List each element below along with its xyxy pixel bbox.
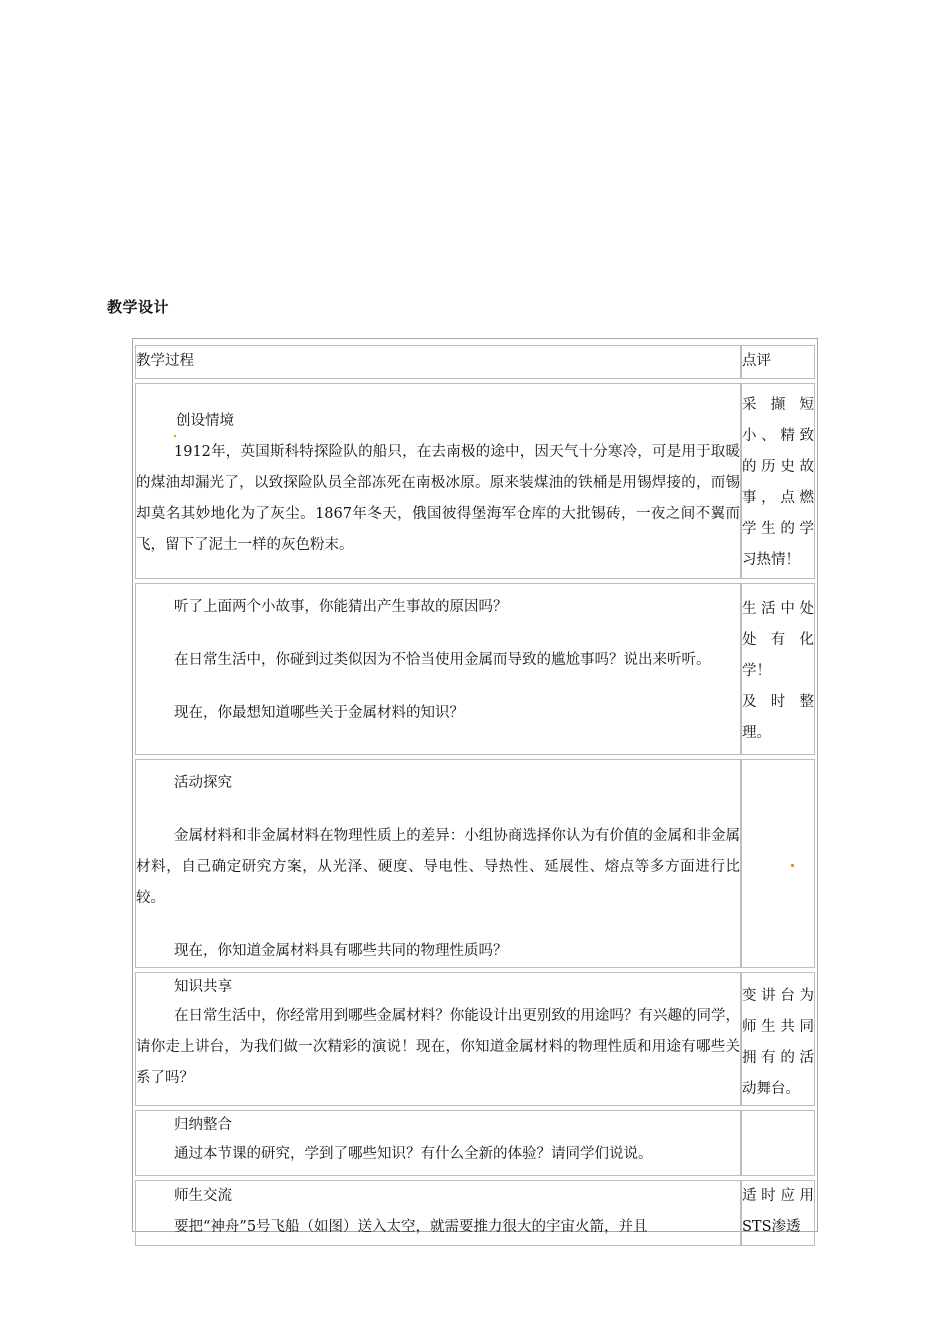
- header-comment: [741, 345, 815, 379]
- table-header-row: [135, 345, 815, 379]
- row-6-process: [135, 1180, 741, 1246]
- row-3-heading: 活动探究: [174, 775, 232, 791]
- row-4-heading: 知识共享: [174, 979, 232, 995]
- row-4-comment-text: 变讲台为师生共同拥有的活动舞台。: [742, 988, 814, 1097]
- row-5-process: [135, 1110, 741, 1176]
- row-4-paragraph-1: 在日常生活中，你经常用到哪些金属材料？你能设计出更别致的用途吗？有兴趣的同学，请你走上讲台，为我们做一次精彩的演说！现在，你知道金属材料的物理性质和用途有哪些关系了吗？: [136, 1008, 740, 1086]
- row-6-comment-text: 适时应用STS渗透: [742, 1188, 814, 1235]
- row-2-paragraph-3: 现在，你最想知道哪些关于金属材料的知识？: [174, 705, 464, 721]
- header-comment-label: 点评: [742, 353, 771, 369]
- row-2-comment-text-2: 及时整理。: [742, 694, 814, 741]
- row-6-heading: 师生交流: [174, 1188, 232, 1204]
- row-3-paragraph-1: 金属材料和非金属材料在物理性质上的差异：小组协商选择你认为有价值的金属和非金属材料，自己确定研究方案，从光泽、硬度、导电性、导热性、延展性、熔点等多方面进行比较。: [136, 828, 740, 906]
- row-5-comment: [741, 1110, 815, 1176]
- row-2-comment-text: 生活中处处有化学！: [742, 601, 814, 679]
- table-row: [135, 383, 815, 579]
- row-2-paragraph-2: 在日常生活中，你碰到过类似因为不恰当使用金属而导致的尴尬事吗？说出来听听。: [174, 652, 711, 668]
- row-1-process: [135, 383, 741, 579]
- lesson-table: [135, 341, 815, 1250]
- table-row: [135, 972, 815, 1106]
- row-2-paragraph-1: 听了上面两个小故事，你能猜出产生事故的原因吗？: [174, 599, 508, 615]
- row-1-comment-text: 采撷短小、精致的历史故事，点燃学生的学习热情！: [742, 397, 814, 568]
- row-2-process: [135, 583, 741, 755]
- row-1-paragraph-1: 1912年，英国斯科特探险队的船只，在去南极的途中，因天气十分寒冷，可是用于取暖的煤油却漏光了，以致探险队员全部冻死在南极冰原。原来装煤油的铁桶是用锡焊接的，而锡却莫名其妙地化为了灰尘。1867年冬天，俄国彼得堡海军仓库的大批锡砖，一夜之间不翼而飞，留下了泥土一样的灰色粉末。: [136, 444, 740, 553]
- header-process-label: 教学过程: [136, 353, 194, 369]
- table-row: [135, 759, 815, 968]
- table-row: [135, 583, 815, 755]
- row-4-comment: [741, 972, 815, 1106]
- row-3-comment: [741, 759, 815, 968]
- revision-mark: [791, 864, 794, 867]
- row-1-heading-text: 创设情境: [176, 413, 234, 429]
- row-3-process: [135, 759, 741, 968]
- document-title: 教学设计: [107, 298, 170, 316]
- row-5-paragraph-1: 通过本节课的研究，学到了哪些知识？有什么全新的体验？请同学们说说。: [174, 1146, 653, 1162]
- table-row: [135, 1110, 815, 1176]
- header-process: [135, 345, 741, 379]
- row-6-paragraph-1: 要把“神舟”5号飞船（如图）送入太空，就需要推力很大的宇宙火箭，并且: [174, 1219, 648, 1235]
- row-6-comment: [741, 1180, 815, 1246]
- row-2-comment: [741, 583, 815, 755]
- row-5-heading: 归纳整合: [174, 1117, 232, 1133]
- row-1-heading: [136, 406, 740, 437]
- row-1-comment: [741, 383, 815, 579]
- row-3-paragraph-2: 现在，你知道金属材料具有哪些共同的物理性质吗？: [174, 943, 508, 959]
- table-row: [135, 1180, 815, 1246]
- row-4-process: [135, 972, 741, 1106]
